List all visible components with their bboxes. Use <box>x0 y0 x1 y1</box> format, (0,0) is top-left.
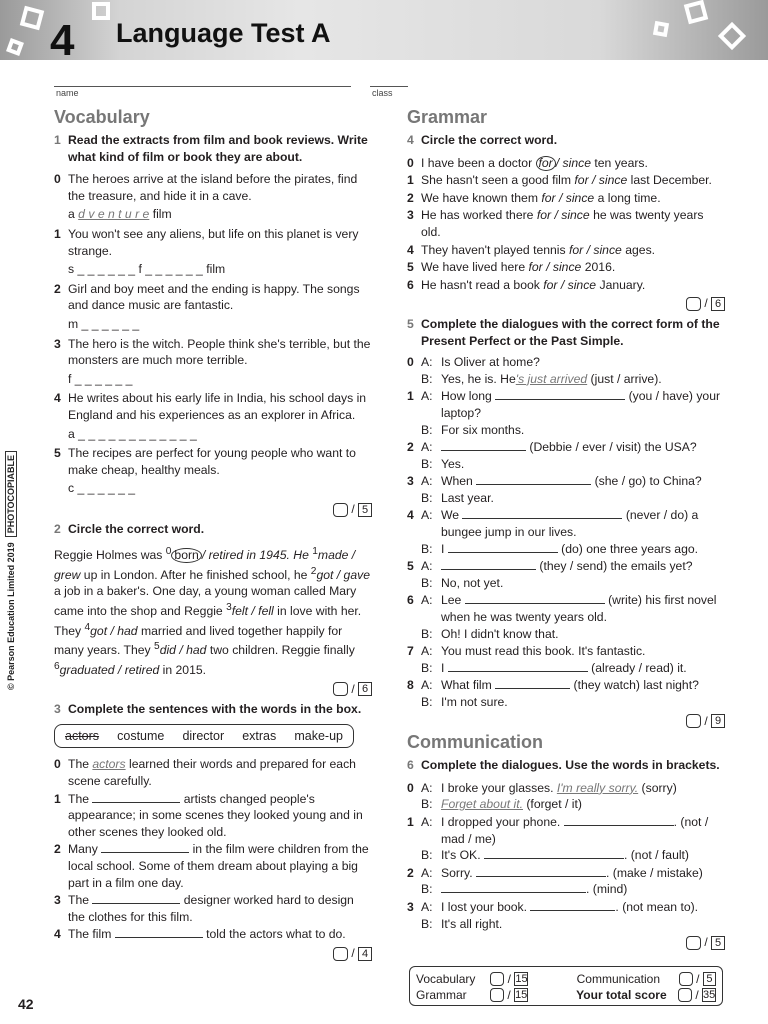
item-number: 1 <box>407 389 414 404</box>
task-1-item <box>54 171 372 225</box>
item-number: 0 <box>407 355 414 370</box>
example-answer: 's just arrived <box>515 371 588 386</box>
answer-prefix: s _ _ _ _ _ _ f _ _ _ _ _ _ <box>68 262 203 277</box>
summary-vocab-label: Vocabulary <box>416 972 476 986</box>
item-number: 1 <box>407 814 414 829</box>
word-choice: for / since <box>569 242 622 257</box>
dialogue-line: B: I (already / read) it. <box>421 660 687 675</box>
task-1-item <box>54 445 372 499</box>
answer-line <box>68 206 372 223</box>
task-6-dialogues <box>407 780 725 932</box>
side-copyright <box>6 400 30 690</box>
speaker-label: B: <box>421 422 433 437</box>
task-6-instruction: 6 Complete the dialogues. Use the words in brackets. <box>407 758 720 773</box>
speaker-label: A: <box>421 355 433 370</box>
item-text: The hero is the witch. People think she's terrible, but the monsters are much more terrible. <box>68 336 371 368</box>
answer-prefix: c _ _ _ _ _ _ <box>68 481 136 496</box>
speaker-label: A: <box>421 593 433 608</box>
item-number: 4 <box>54 927 61 942</box>
task-3-score: / 4 <box>54 945 372 962</box>
speaker-label: B: <box>421 626 433 641</box>
dialogue-line: B: No, not yet. <box>421 575 504 590</box>
speaker-label: B: <box>421 660 433 675</box>
answer-suffix: film <box>206 262 226 277</box>
answer-blank[interactable] <box>441 558 536 570</box>
dialogue-line: B: Forget about it. (forget / it) <box>421 797 582 812</box>
item-number: 0 <box>407 155 414 170</box>
word-box-item: make-up <box>294 728 343 743</box>
class-field[interactable] <box>370 86 408 87</box>
answer-blank[interactable] <box>495 677 570 689</box>
item-text: The heroes arrive at the island before the pirates, find the treasure, and hide it in a cave. <box>68 172 358 203</box>
speaker-label: A: <box>421 508 433 523</box>
circled-answer: born <box>171 548 201 563</box>
deco-square-icon <box>92 2 110 20</box>
word-box-item: actors <box>65 728 100 743</box>
task-3-instruction: 3 Complete the sentences with the words in the box. <box>54 702 362 717</box>
item-number: 0 <box>54 757 61 772</box>
dialogue-line: 4 A: We (never / do) a bungee jump in our lives. <box>407 508 699 540</box>
answer-blank[interactable] <box>564 814 674 826</box>
unit-number: 4 <box>50 16 75 65</box>
answer-line <box>68 316 372 333</box>
example-answer: I'm really sorry. <box>556 780 639 795</box>
copyright-text: © Pearson Education Limited 2019 <box>6 542 16 690</box>
deco-square-icon <box>653 21 669 37</box>
item-text: Girl and boy meet and the ending is happy. The songs and dance music are fantastic. <box>68 281 360 313</box>
answer-line <box>68 426 372 443</box>
answer-blank[interactable] <box>92 791 180 803</box>
item-text: He writes about his early life in India, his school days in England and his experiences as an explorer in Africa. <box>68 391 367 422</box>
dialogue-line: B: Yes, he is. He's just arrived (just / arrive). <box>421 371 662 386</box>
answer-prefix: a <box>68 207 75 222</box>
speaker-label: B: <box>421 695 433 709</box>
answer-blank[interactable] <box>476 473 591 485</box>
word-box <box>54 724 354 749</box>
item-number: 5 <box>407 260 414 275</box>
task-1-item <box>54 281 372 335</box>
answer-blank[interactable] <box>448 541 558 553</box>
answer-blank[interactable] <box>484 847 624 859</box>
item-text: You won't see any aliens, but life on this planet is very strange. <box>68 226 359 258</box>
answer-blank[interactable] <box>465 592 605 604</box>
word-box-item: director <box>182 728 225 743</box>
item-number: 4 <box>407 242 414 257</box>
speaker-label: B: <box>421 916 433 931</box>
dialogue-line: 5 A: (they / send) the emails yet? <box>407 559 693 574</box>
dialogue-line: 1 A: How long (you / have) your laptop? <box>407 389 721 420</box>
answer-blank[interactable] <box>92 892 180 904</box>
answer-blank[interactable] <box>462 507 622 519</box>
deco-square-icon <box>20 6 44 30</box>
speaker-label: B: <box>421 797 433 812</box>
item-text: The recipes are perfect for young people who want to make cheap, healthy meals. <box>68 446 356 477</box>
task-3-item: 3 The designer worked hard to design the clothes for this film. <box>54 893 354 924</box>
dialogue-line: B: Last year. <box>421 490 494 505</box>
photocopiable-label: PHOTOCOPIABLE <box>5 451 17 537</box>
speaker-label: B: <box>421 456 433 471</box>
dialogue-line: 6 A: Lee (write) his first novel when he was twenty years old. <box>407 593 717 625</box>
task-4-item: 1 She hasn't seen a good film for / since last December. <box>407 173 712 188</box>
answer-line <box>68 371 372 388</box>
item-number: 1 <box>407 173 414 188</box>
answer-blank[interactable] <box>476 865 606 877</box>
communication-heading: Communication <box>407 732 544 753</box>
dialogue-line: 0 A: Is Oliver at home? <box>407 355 540 370</box>
word-choice: / since <box>555 155 591 170</box>
item-number: 3 <box>407 899 414 914</box>
item-number: 2 <box>407 190 414 205</box>
task-1-item <box>54 226 372 280</box>
task-1-item <box>54 390 372 444</box>
task-3-item: 2 Many in the film were children from the local school. Some of them dream about playing a big part in a film one day. <box>54 842 369 890</box>
example-answer: d v e n t u r e <box>78 207 150 222</box>
dialogue-line: B: For six months. <box>421 422 525 437</box>
answer-prefix: a _ _ _ _ _ _ _ _ _ _ _ _ <box>68 426 197 441</box>
grammar-heading: Grammar <box>407 107 488 127</box>
item-number: 2 <box>407 865 414 880</box>
example-answer: actors <box>92 757 126 772</box>
answer-blank[interactable] <box>101 841 189 853</box>
answer-line <box>68 480 372 497</box>
example-answer: Forget about it. <box>441 797 523 812</box>
speaker-label: A: <box>421 440 433 455</box>
task-4-instruction: 4 Circle the correct word. <box>407 133 558 147</box>
page-number: 42 <box>18 996 34 1012</box>
deco-square-icon <box>6 38 24 56</box>
item-number: 2 <box>407 440 414 455</box>
task-4-item: 2 We have known them for / since a long time. <box>407 190 661 205</box>
circled-answer: for <box>536 156 556 171</box>
deco-square-icon <box>718 22 746 50</box>
deco-square-icon <box>684 0 708 24</box>
answer-blank[interactable] <box>115 926 203 938</box>
answer-blank[interactable] <box>441 881 586 893</box>
answer-prefix: m _ _ _ _ _ _ <box>68 316 140 331</box>
speaker-label: B: <box>421 371 433 386</box>
dialogue-line: 2 A: (Debbie / ever / visit) the USA? <box>407 440 697 455</box>
word-choice: for / since <box>574 173 628 188</box>
task-4-item: 0 I have been a doctor for / since ten years. <box>407 155 648 170</box>
answer-blank[interactable] <box>441 439 526 451</box>
task-1-item <box>54 336 372 390</box>
task-4-items <box>407 155 725 294</box>
dialogue-line: B: I (do) one three years ago. <box>421 541 699 556</box>
item-number: 1 <box>54 791 61 806</box>
task-1-items <box>54 171 372 499</box>
dialogue-line: B: I'm not sure. <box>421 695 508 709</box>
summary-comm-label: Communication <box>576 972 661 986</box>
task-6-score: / 5 <box>407 934 725 951</box>
speaker-label: B: <box>421 575 433 590</box>
task-5-instruction: 5 Complete the dialogues with the correct form of the Present Perfect or the Past Simple. <box>407 316 720 348</box>
speaker-label: A: <box>421 899 433 914</box>
dialogue-line: 0 A: I broke your glasses. I'm really sorry. (sorry) <box>407 780 677 795</box>
item-number: 7 <box>407 644 414 659</box>
dialogue-line: 1 A: I dropped your phone. . (not / mad / me) <box>407 814 709 846</box>
vocabulary-heading: Vocabulary <box>54 107 150 127</box>
summary-total-label: Your total score <box>576 988 667 1002</box>
dialogue-line: 8 A: What film (they watch) last night? <box>407 678 699 693</box>
task-4-item: 6 He hasn't read a book for / since January. <box>407 277 646 292</box>
word-box-item: extras <box>242 728 277 743</box>
speaker-label: A: <box>421 389 433 404</box>
item-number: 4 <box>54 391 61 406</box>
task-3-item: 1 The artists changed people's appearance; in some scenes they looked young and in other scenes they looked old. <box>54 791 363 839</box>
dialogue-line: B: It's all right. <box>421 916 503 931</box>
item-number: 5 <box>54 446 61 461</box>
item-number: 2 <box>54 842 61 857</box>
item-number: 5 <box>407 559 414 574</box>
item-number: 2 <box>54 281 61 296</box>
task-2-instruction: 2 Circle the correct word. <box>54 522 205 537</box>
speaker-label: A: <box>421 559 433 574</box>
item-number: 0 <box>407 780 414 795</box>
task-1-score: / 5 <box>54 501 372 518</box>
task-2-score: / 6 <box>54 681 372 698</box>
dialogue-line: B: . (mind) <box>421 882 628 897</box>
speaker-label: A: <box>421 814 433 829</box>
word-choice: for / since <box>541 190 595 205</box>
task-3-item: 0 The actors learned their words and prepared for each scene carefully. <box>54 757 356 788</box>
task-3-item: 4 The film told the actors what to do. <box>54 927 346 942</box>
word-box-item: costume <box>117 728 165 743</box>
task-4-item: 5 We have lived here for / since 2016. <box>407 260 616 275</box>
task-5-dialogues <box>407 354 725 710</box>
dialogue-line: 3 A: I lost your book. . (not mean to). <box>407 899 699 914</box>
dialogue-line: 3 A: When (she / go) to China? <box>407 474 702 489</box>
task-3-items <box>54 756 372 943</box>
speaker-label: A: <box>421 678 433 693</box>
item-number: 6 <box>407 277 414 292</box>
speaker-label: A: <box>421 644 433 659</box>
task-4-item: 3 He has worked there for / since he was twenty years old. <box>407 208 704 239</box>
answer-blank[interactable] <box>530 899 615 911</box>
item-number: 8 <box>407 678 414 693</box>
item-number: 0 <box>54 172 61 187</box>
speaker-label: A: <box>421 865 433 880</box>
item-number: 3 <box>54 336 61 351</box>
right-column <box>407 106 725 951</box>
answer-blank[interactable] <box>495 388 625 400</box>
item-number: 3 <box>54 893 61 908</box>
speaker-label: B: <box>421 848 433 863</box>
speaker-label: A: <box>421 780 433 795</box>
task-5-score: / 9 <box>407 713 725 730</box>
item-number: 3 <box>407 474 414 489</box>
answer-line <box>68 261 372 278</box>
score-summary: Vocabulary / 15 Communication / 5 Grammar / 15 Your total score / 35 <box>409 966 723 1006</box>
item-number: 1 <box>54 226 61 241</box>
task-2-paragraph: Reggie Holmes was $^0$ born / retired in 1945. He $^1$made / grew up in London. After he finished school, he $^2$got / gave a job in a baker's. One day, a young woman called Mary came into the shop and Reggie $^3$felt / fell in love with her. They $^4$got / had married and lived together happily for many years. They $^5$did / had two children. Reggie finally $^6$graduated / retired in 2015. <box>54 546 370 677</box>
task-4-score: / 6 <box>407 295 725 312</box>
answer-blank[interactable] <box>448 660 588 672</box>
left-column <box>54 106 372 962</box>
task-1-instruction: 1 Read the extracts from film and book reviews. Write what kind of film or book they are about. <box>54 133 368 164</box>
item-number: 3 <box>407 208 414 223</box>
answer-suffix: film <box>152 207 172 222</box>
speaker-label: B: <box>421 541 433 556</box>
dialogue-line: B: Yes. <box>421 456 465 471</box>
speaker-label: B: <box>421 490 433 505</box>
dialogue-line: B: Oh! I didn't know that. <box>421 626 559 641</box>
item-number: 6 <box>407 593 414 608</box>
page-title: Language Test A <box>116 18 331 48</box>
name-field[interactable] <box>54 86 351 87</box>
word-choice: for / since <box>536 208 590 223</box>
answer-prefix: f _ _ _ _ _ _ <box>68 371 133 386</box>
task-4-item: 4 They haven't played tennis for / since ages. <box>407 242 656 257</box>
dialogue-line: B: It's OK. . (not / fault) <box>421 848 689 863</box>
word-choice: for / since <box>543 277 597 292</box>
class-label: class <box>372 88 393 98</box>
dialogue-line: 7 A: You must read this book. It's fantastic. <box>407 644 646 659</box>
name-label: name <box>56 88 79 98</box>
summary-grammar-label: Grammar <box>416 988 467 1002</box>
speaker-label: A: <box>421 474 433 489</box>
item-number: 4 <box>407 508 414 523</box>
dialogue-line: 2 A: Sorry. . (make / mistake) <box>407 865 703 880</box>
speaker-label: B: <box>421 882 433 897</box>
word-choice: for / since <box>528 260 582 275</box>
